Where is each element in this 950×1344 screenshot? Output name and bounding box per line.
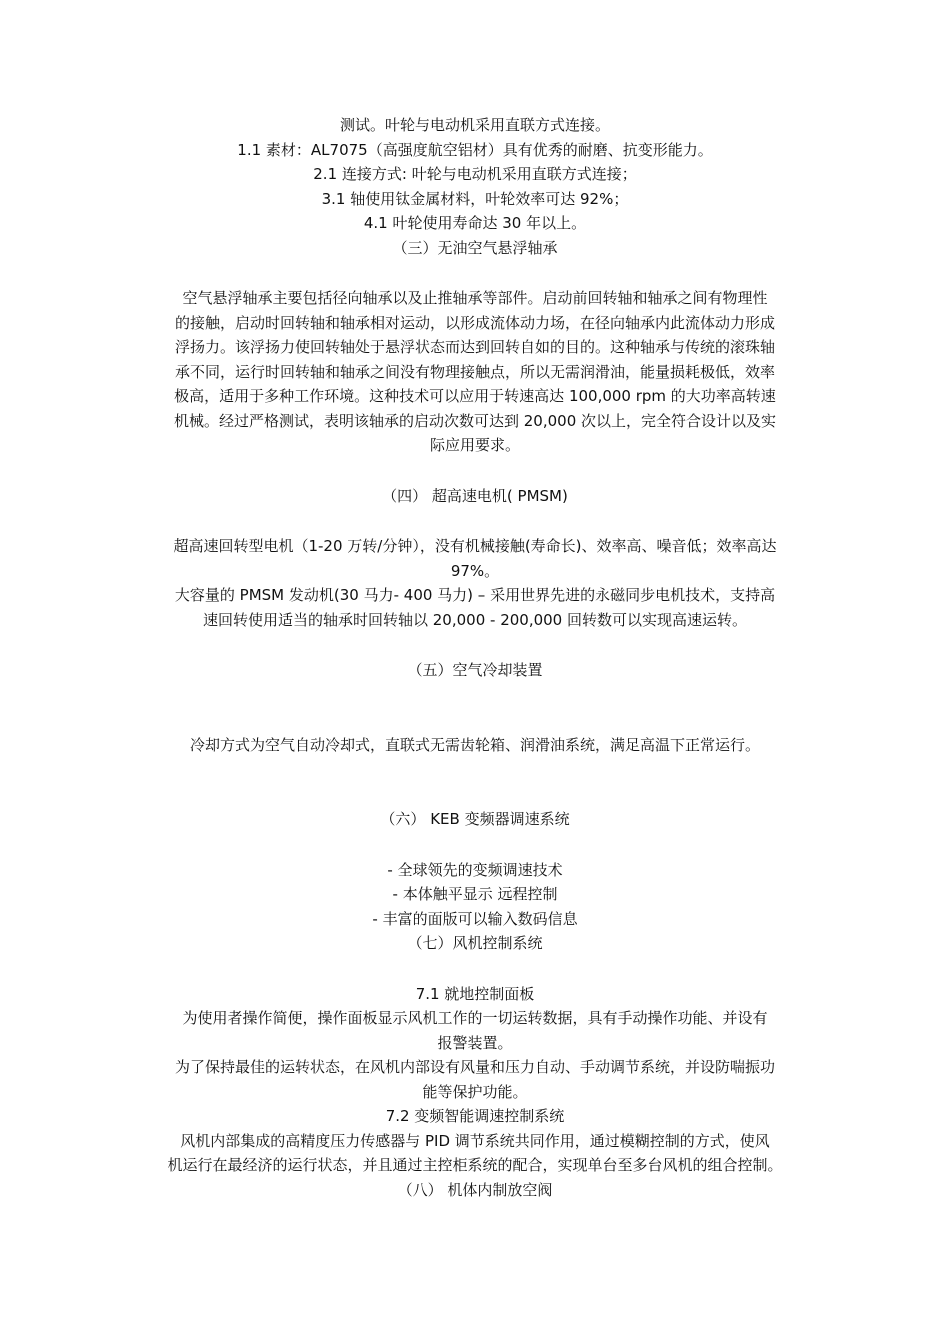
intro-line: 4.1 叶轮使用寿命达 30 年以上。 bbox=[363, 214, 587, 232]
list-item: - 本体触平显示 远程控制 bbox=[392, 885, 558, 903]
subsection-7-1-title: 7.1 就地控制面板 bbox=[415, 984, 535, 1003]
paragraph-line: 的接触，启动时回转轴和轴承相对运动，以形成流体动力场，在径向轴承内此流体动力形成 bbox=[174, 313, 775, 332]
paragraph-line: 机械。经过严格测试，表明该轴承的启动次数可达到 20,000 次以上，完全符合设计以及实 bbox=[173, 411, 777, 430]
intro-line: 2.1 连接方式: 叶轮与电动机采用直联方式连接； bbox=[313, 165, 637, 183]
intro-line: 测试。叶轮与电动机采用直联方式连接。 bbox=[339, 116, 610, 134]
paragraph-line: 为使用者操作简便，操作面板显示风机工作的一切运转数据，具有手动操作功能、并设有 bbox=[182, 1009, 768, 1027]
subsection-7-1-paragraph bbox=[140, 1006, 810, 1104]
paragraph-line: 为了保持最佳的运转状态，在风机内部设有风量和压力自动、手动调节系统，并设防喘振功 bbox=[174, 1058, 775, 1076]
subsection-7-2-paragraph bbox=[140, 1129, 810, 1178]
section4-paragraph bbox=[140, 534, 810, 632]
paragraph-line: 97%。 bbox=[450, 561, 500, 580]
section5-heading: （五）空气冷却装置 bbox=[407, 661, 543, 679]
section3-paragraph bbox=[140, 286, 810, 458]
list-item: - 全球领先的变频调速技术 bbox=[387, 860, 563, 879]
section5-paragraph: 冷却方式为空气自动冷却式，直联式无需齿轮箱、润滑油系统，满足高温下正常运行。 bbox=[189, 735, 760, 754]
section4-heading: （四） 超高速电机( PMSM) bbox=[382, 486, 568, 505]
section8-heading: （八） 机体内制放空阀 bbox=[397, 1180, 553, 1199]
paragraph-line: 承不同，运行时回转轴和轴承之间没有物理接触点，所以无需润滑油，能量损耗极低，效率 bbox=[174, 362, 775, 381]
paragraph-line: 极高，适用于多种工作环境。这种技术可以应用于转速高达 100,000 rpm 的大功率高转速 bbox=[174, 387, 776, 405]
paragraph-line: 超高速回转型电机（1-20 万转/分钟），没有机械接触(寿命长)、效率高、噪音低；效率高达 bbox=[173, 537, 777, 555]
paragraph-line: 机运行在最经济的运行状态，并且通过主控柜系统的配合，实现单台至多台风机的组合控制。 bbox=[167, 1156, 783, 1174]
document-page bbox=[140, 113, 810, 1202]
subsection-7-2-title: 7.2 变频智能调速控制系统 bbox=[385, 1107, 565, 1125]
intro-line: 3.1 轴使用钛金属材料，叶轮效率可达 92%； bbox=[321, 189, 629, 208]
section6-list bbox=[140, 858, 810, 932]
paragraph-line: 大容量的 PMSM 发动机(30 马力- 400 马力) – 采用世界先进的永磁同步电机技术，支持高 bbox=[174, 586, 776, 604]
paragraph-line: 能等保护功能。 bbox=[422, 1082, 528, 1101]
paragraph-line: 空气悬浮轴承主要包括径向轴承以及止推轴承等部件。启动前回转轴和轴承之间有物理性 bbox=[182, 289, 768, 307]
paragraph-line: 风机内部集成的高精度压力传感器与 PID 调节系统共同作用，通过模糊控制的方式，使风 bbox=[180, 1131, 770, 1150]
section7-heading: （七）风机控制系统 bbox=[407, 934, 543, 952]
paragraph-line: 浮扬力。该浮扬力使回转轴处于悬浮状态而达到回转自如的目的。这种轴承与传统的滚珠轴 bbox=[174, 338, 775, 356]
list-item: - 丰富的面版可以输入数码信息 bbox=[372, 909, 578, 928]
section3-heading: （三）无油空气悬浮轴承 bbox=[392, 238, 558, 257]
paragraph-line: 速回转使用适当的轴承时回转轴以 20,000 - 200,000 回转数可以实现高速运转。 bbox=[202, 610, 747, 629]
paragraph-line: 际应用要求。 bbox=[429, 436, 520, 454]
section6-heading: （六） KEB 变频器调速系统 bbox=[380, 810, 570, 828]
paragraph-line: 报警装置。 bbox=[437, 1033, 513, 1052]
intro-block bbox=[140, 113, 810, 236]
intro-line: 1.1 素材：AL7075（高强度航空铝材）具有优秀的耐磨、抗变形能力。 bbox=[237, 140, 713, 159]
